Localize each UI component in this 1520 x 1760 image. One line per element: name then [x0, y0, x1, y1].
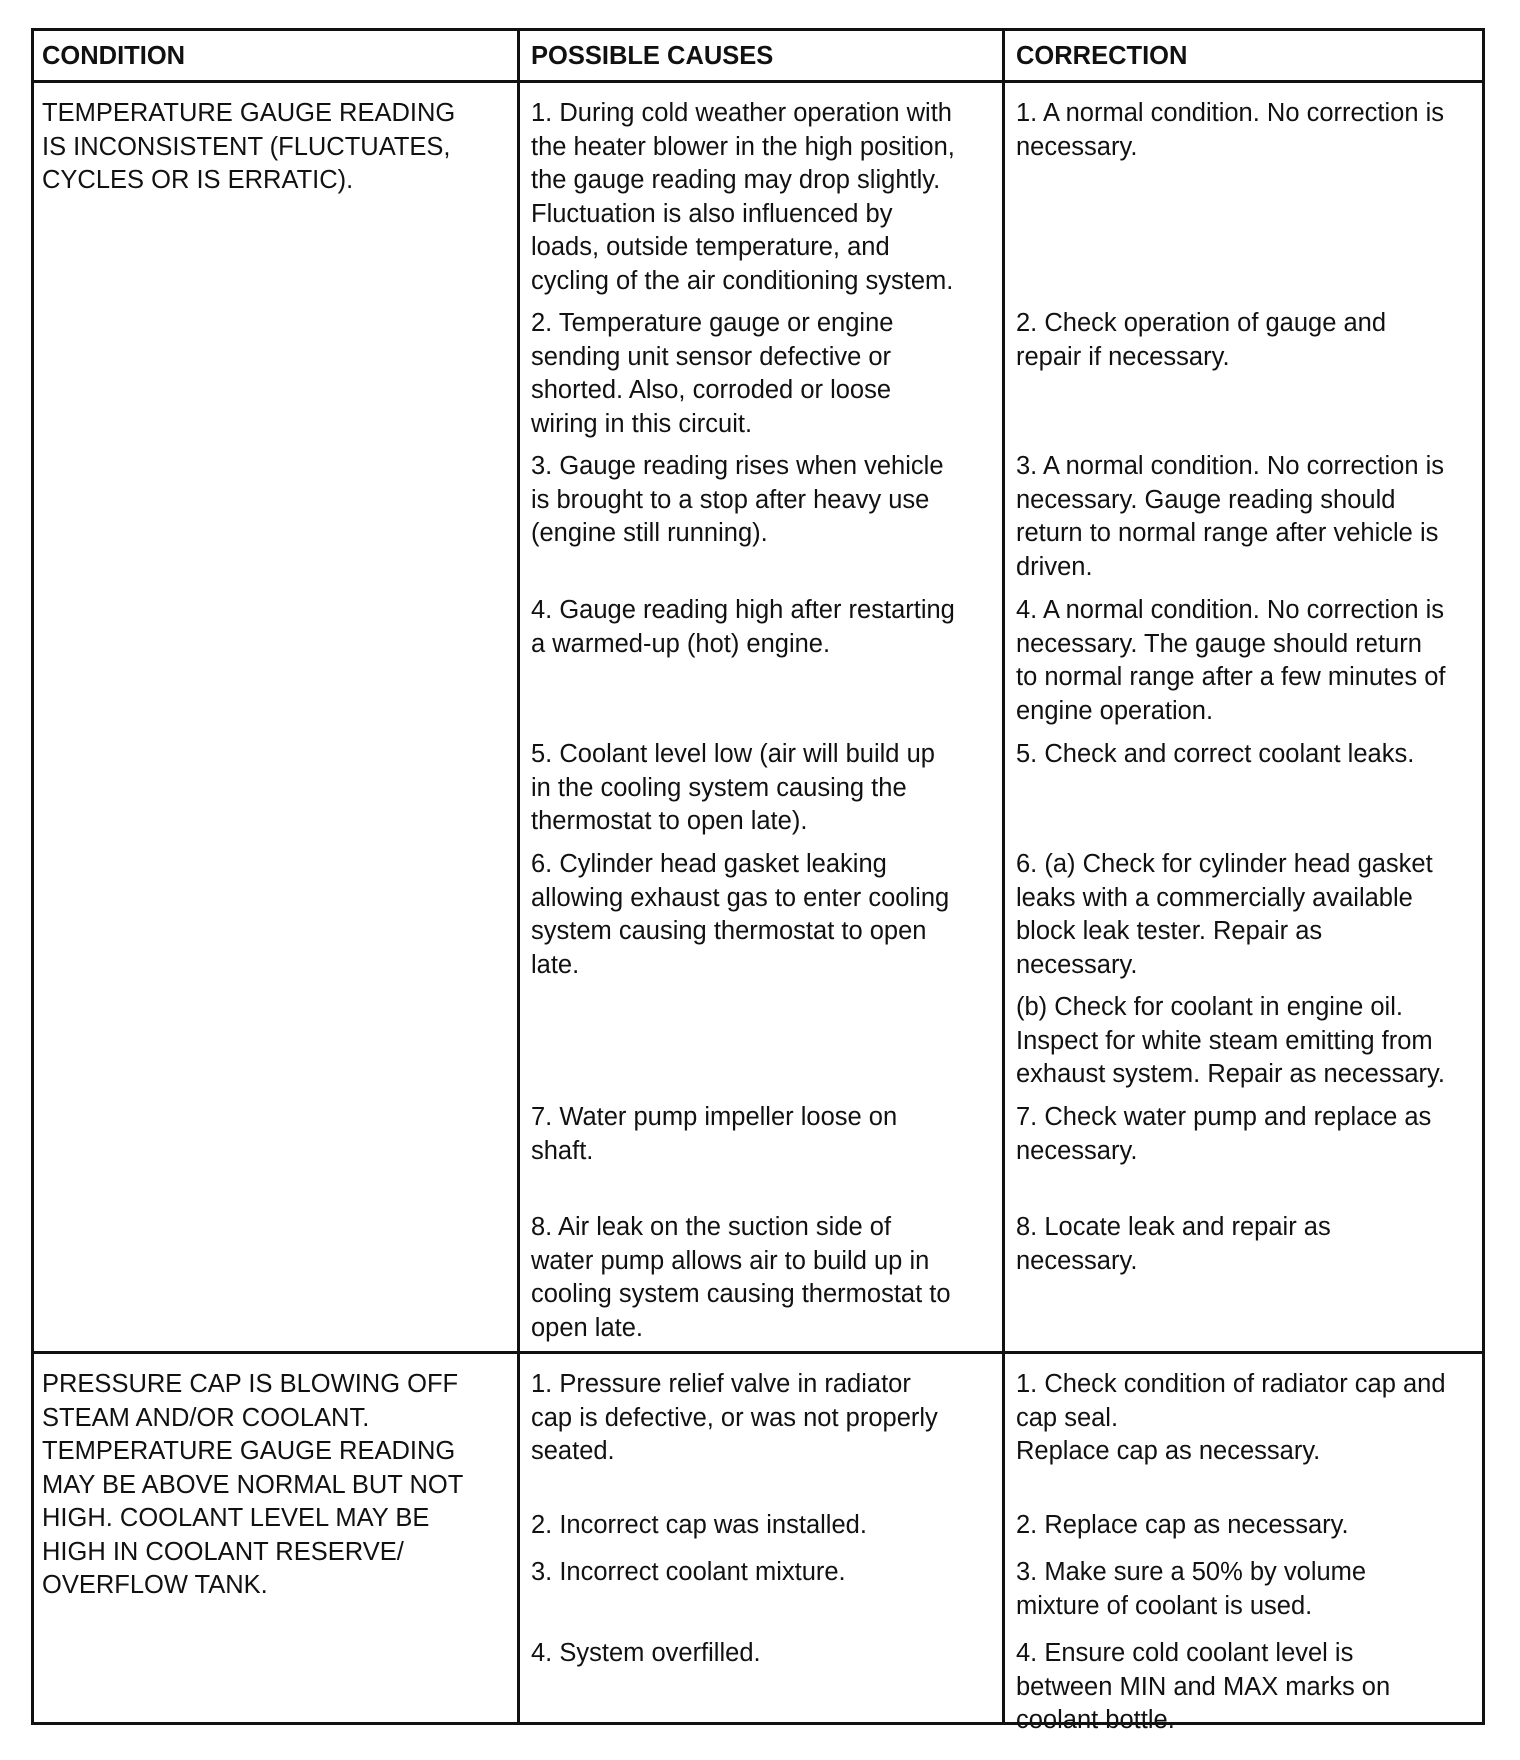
header-divider: [34, 80, 1482, 83]
cause-cell: 1. Pressure relief valve in radiator cap is defective, or was not properly seated.: [531, 1370, 938, 1465]
correction-cell: 2. Replace cap as necessary.: [1016, 1511, 1349, 1539]
correction-cell: 3. A normal condition. No correction is necessary. Gauge reading should return to normal range after vehicle is driven.: [1016, 452, 1445, 581]
cause-cell: 8. Air leak on the suction side of water pump allows air to build up in cooling system causing thermostat to open late.: [531, 1213, 951, 1342]
row-divider: [34, 1351, 1482, 1354]
cause-cell: 3. Gauge reading rises when vehicle is brought to a stop after heavy use (engine still running).: [531, 452, 944, 547]
cause-cell: 4. System overfilled.: [531, 1639, 761, 1667]
cause-cell: 5. Coolant level low (air will build up in the cooling system causing the thermostat to open late).: [531, 740, 935, 835]
header-correction: CORRECTION: [1016, 42, 1188, 70]
condition-cell: PRESSURE CAP IS BLOWING OFF STEAM AND/OR COOLANT. TEMPERATURE GAUGE READING MAY BE ABOVE NORMAL BUT NOT HIGH. COOLANT LEVEL MAY BE HIGH IN COOLANT RESERVE/ OVERFLOW TANK.: [42, 1370, 464, 1599]
correction-cell: 3. Make sure a 50% by volume mixture of coolant is used.: [1016, 1558, 1367, 1620]
correction-cell: 5. Check and correct coolant leaks.: [1016, 740, 1415, 768]
condition-cell: TEMPERATURE GAUGE READING IS INCONSISTENT (FLUCTUATES, CYCLES OR IS ERRATIC).: [42, 99, 456, 194]
diagnosis-table: [31, 28, 1485, 1734]
cause-cell: 3. Incorrect coolant mixture.: [531, 1558, 846, 1586]
cause-cell: 2. Temperature gauge or engine sending unit sensor defective or shorted. Also, corroded or loose wiring in this circuit.: [531, 309, 894, 438]
cause-cell: 4. Gauge reading high after restarting a warmed-up (hot) engine.: [531, 596, 955, 658]
correction-cell: (b) Check for coolant in engine oil. Inspect for white steam emitting from exhaust system. Repair as necessary.: [1016, 993, 1445, 1088]
header-possible-causes: POSSIBLE CAUSES: [531, 42, 774, 70]
column-divider: [1002, 31, 1005, 1722]
column-divider: [517, 31, 520, 1722]
cause-cell: 7. Water pump impeller loose on shaft.: [531, 1103, 898, 1165]
correction-cell: 8. Locate leak and repair as necessary.: [1016, 1213, 1331, 1275]
correction-cell: 4. Ensure cold coolant level is between MIN and MAX marks on coolant bottle.: [1016, 1639, 1391, 1734]
correction-cell: 2. Check operation of gauge and repair if necessary.: [1016, 309, 1387, 371]
correction-cell: 6. (a) Check for cylinder head gasket leaks with a commercially available block leak tester. Repair as necessary.: [1016, 850, 1433, 979]
header-condition: CONDITION: [42, 42, 186, 70]
correction-cell: 1. A normal condition. No correction is necessary.: [1016, 99, 1445, 161]
correction-cell: 7. Check water pump and replace as necessary.: [1016, 1103, 1432, 1165]
correction-cell: 1. Check condition of radiator cap and cap seal. Replace cap as necessary.: [1016, 1370, 1446, 1465]
correction-cell: 4. A normal condition. No correction is necessary. The gauge should return to normal range after a few minutes of engine operation.: [1016, 596, 1446, 725]
cause-cell: 6. Cylinder head gasket leaking allowing exhaust gas to enter cooling system causing thermostat to open late.: [531, 850, 950, 979]
cause-cell: 1. During cold weather operation with the heater blower in the high position, the gauge reading may drop slightly. Fluctuation is also influenced by loads, outside temperature, and cycling of the air conditioning system.: [531, 99, 955, 295]
cause-cell: 2. Incorrect cap was installed.: [531, 1511, 867, 1539]
